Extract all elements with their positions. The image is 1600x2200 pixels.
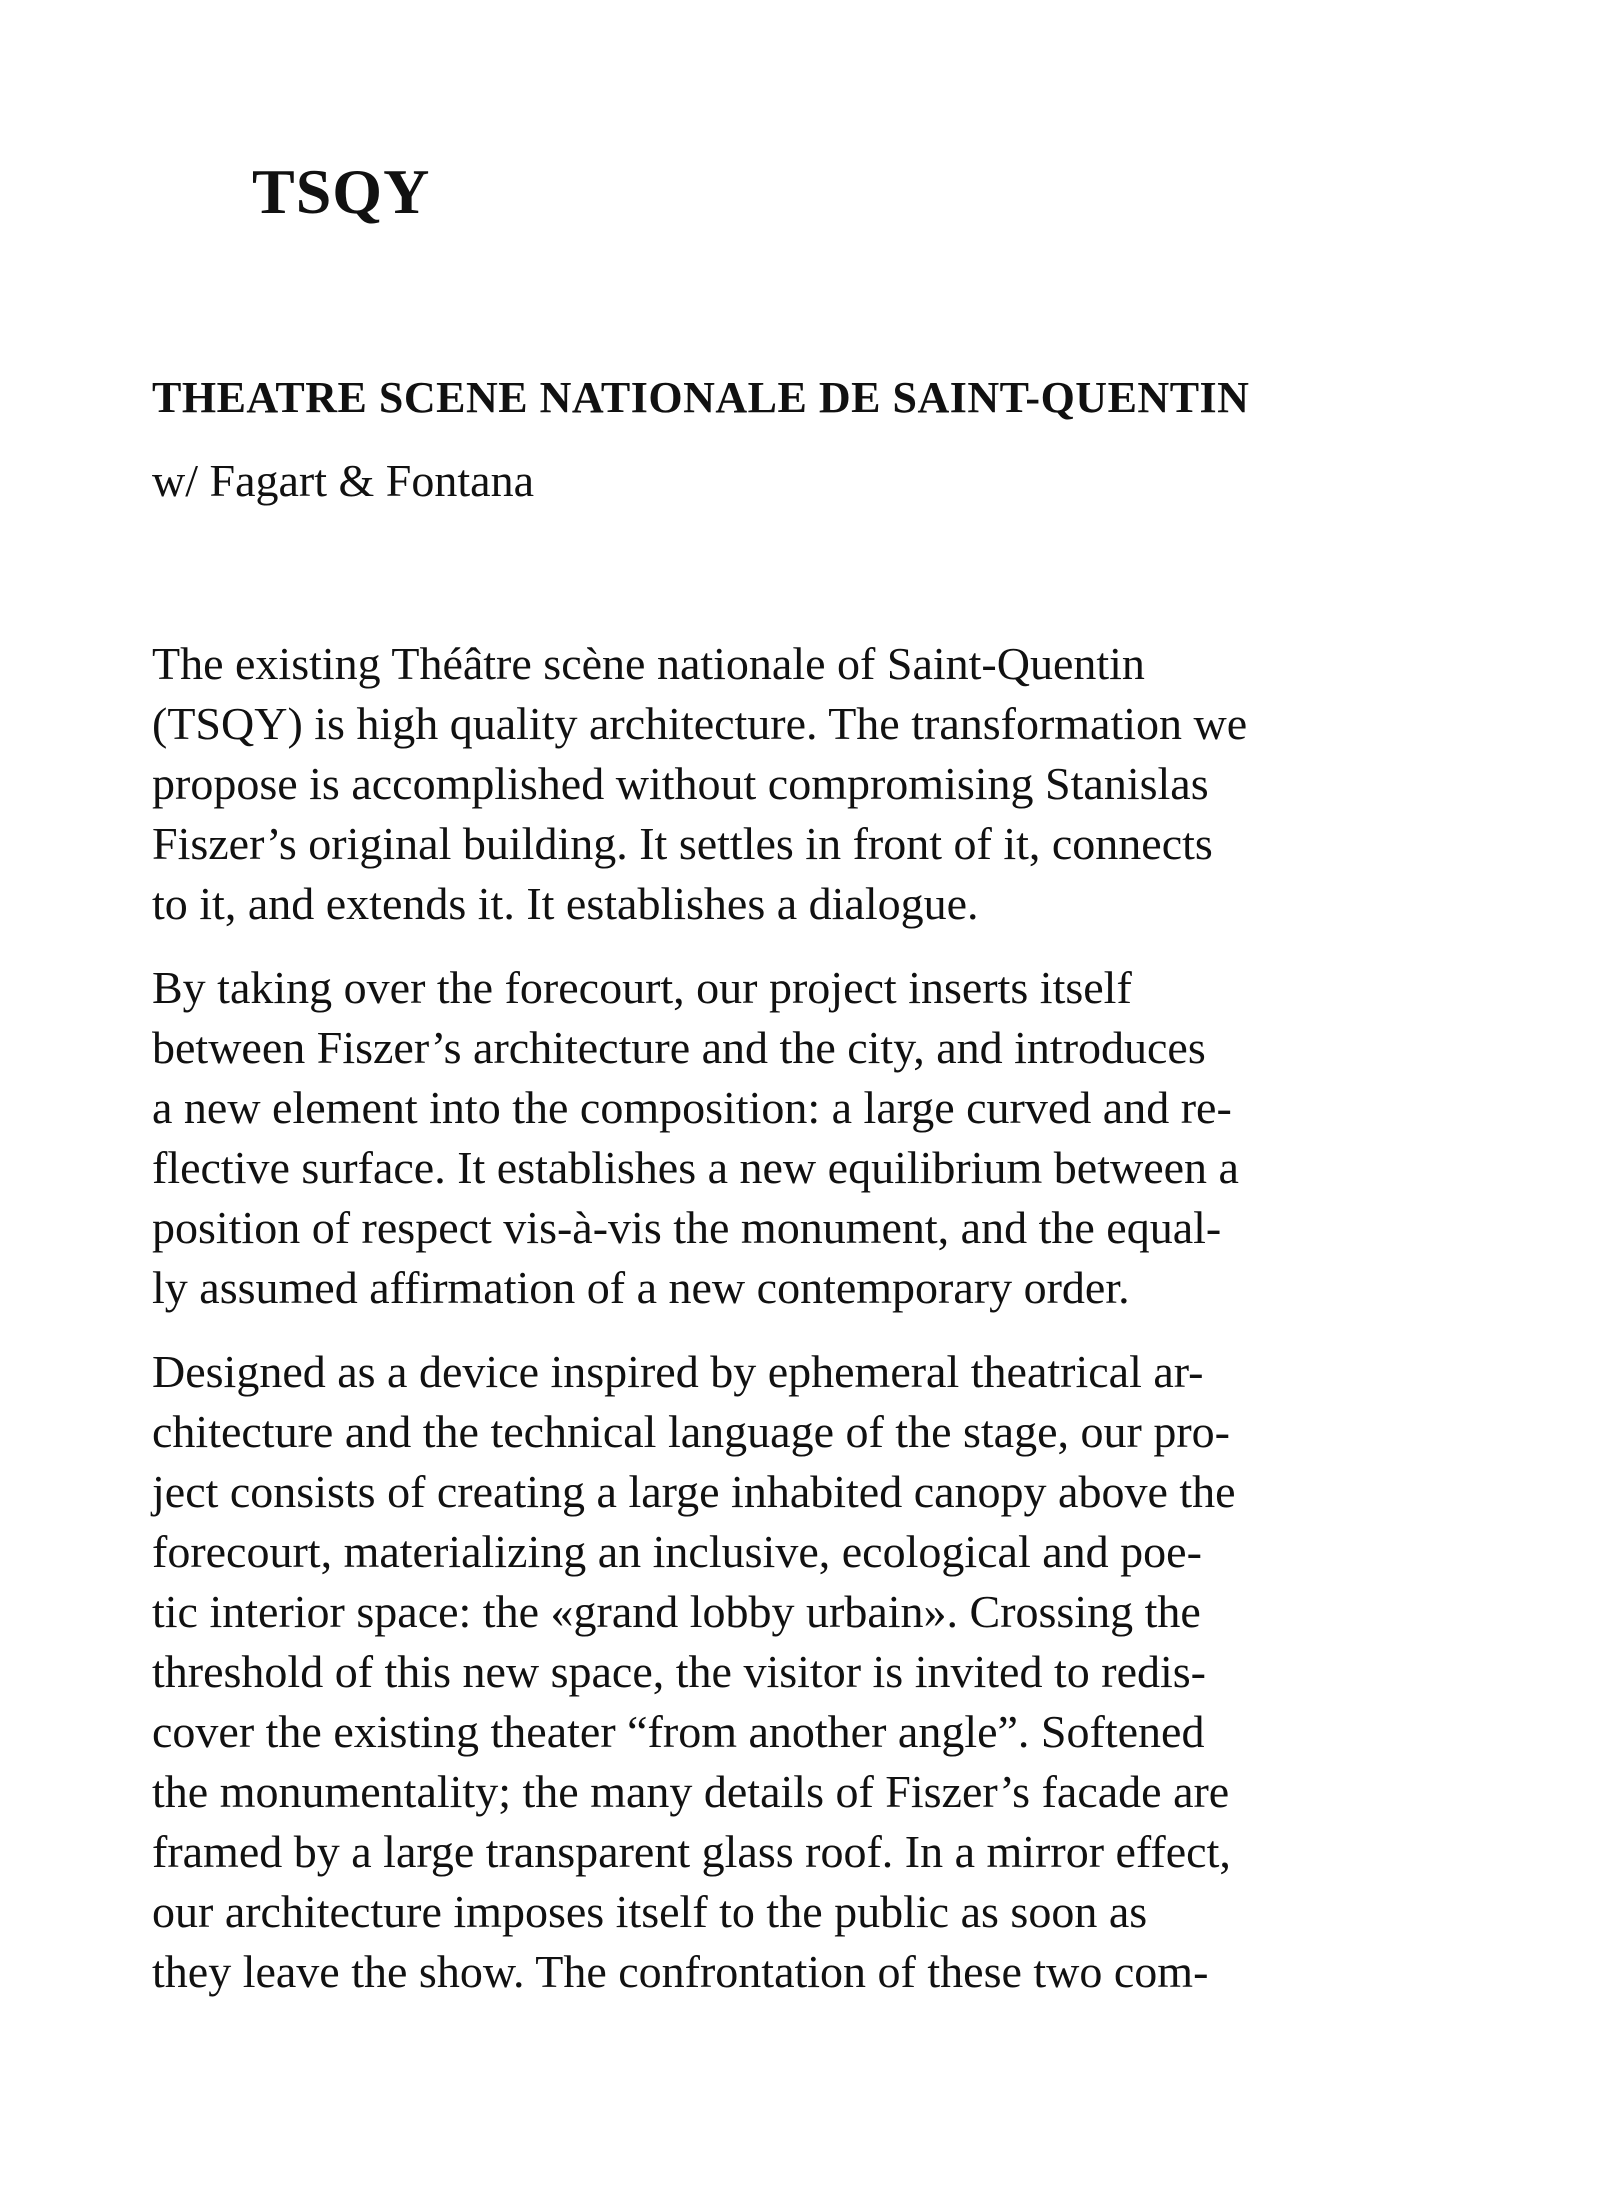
text-line: (TSQY) is high quality architecture. The transformation we [152,698,1248,749]
text-line: a new element into the composition: a large curved and re- [152,1082,1232,1133]
paragraph [152,958,1462,1318]
text-line: Fiszer’s original building. It settles in front of it, connects [152,818,1213,869]
text-line: between Fiszer’s architecture and the city, and introduces [152,1022,1206,1073]
text-line: tic interior space: the «grand lobby urbain». Crossing the [152,1586,1201,1637]
text-line: cover the existing theater “from another angle”. Softened [152,1706,1205,1757]
text-line: By taking over the forecourt, our project inserts itself [152,962,1132,1013]
text-line: our architecture imposes itself to the public as soon as [152,1886,1148,1937]
text-line: The existing Théâtre scène nationale of Saint-Quentin [152,638,1145,689]
text-line: Designed as a device inspired by ephemeral theatrical ar- [152,1346,1204,1397]
paragraph [152,634,1462,934]
text-line: they leave the show. The confrontation of these two com- [152,1946,1209,1997]
text-line: propose is accomplished without compromising Stanislas [152,758,1209,809]
text-line: chitecture and the technical language of the stage, our pro- [152,1406,1230,1457]
text-line: the monumentality; the many details of Fiszer’s facade are [152,1766,1230,1817]
collaborators-credit: w/ Fagart & Fontana [152,455,534,506]
text-line: position of respect vis-à-vis the monument, and the equal- [152,1202,1222,1253]
text-line: forecourt, materializing an inclusive, ecological and poe- [152,1526,1202,1577]
text-line: framed by a large transparent glass roof. In a mirror effect, [152,1826,1231,1877]
text-line: ly assumed affirmation of a new contemporary order. [152,1262,1130,1313]
body-text [152,634,1462,2026]
text-line: ject consists of creating a large inhabited canopy above the [152,1466,1236,1517]
short-title: TSQY [252,156,431,227]
text-line: to it, and extends it. It establishes a dialogue. [152,878,979,929]
project-title: THEATRE SCENE NATIONALE DE SAINT-QUENTIN [152,373,1250,422]
paragraph [152,1342,1462,2002]
text-line: flective surface. It establishes a new equilibrium between a [152,1142,1239,1193]
text-line: threshold of this new space, the visitor is invited to redis- [152,1646,1206,1697]
